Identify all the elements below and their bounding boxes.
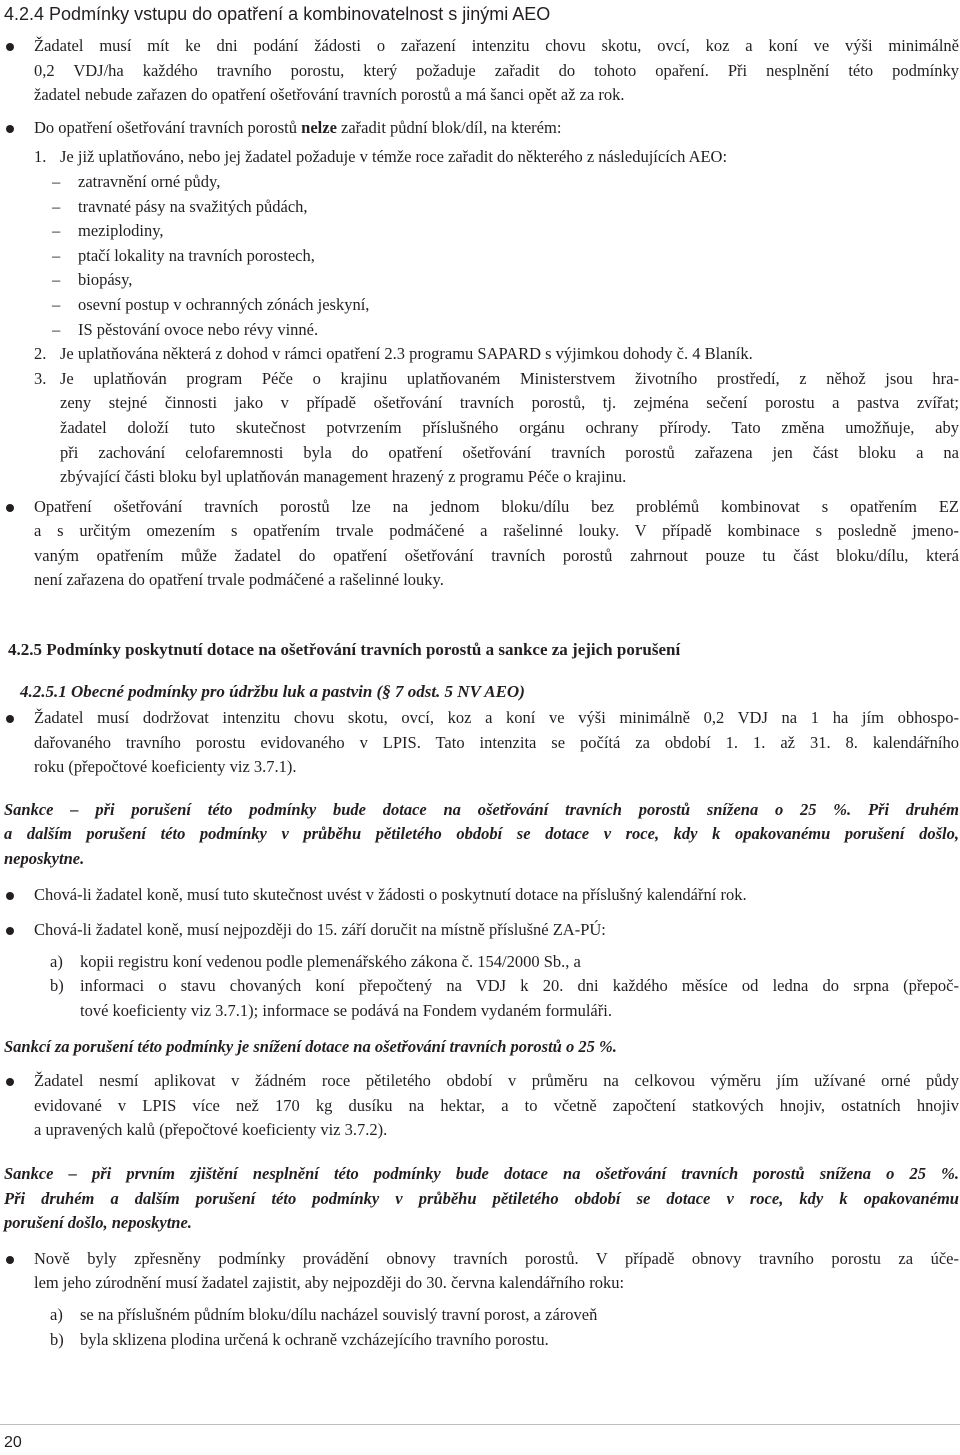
section-title: 4.2.4 Podmínky vstupu do opatření a kombinovatelnost s jinými AEO: [4, 4, 551, 24]
text-line: Je již uplatňováno, nebo jej žadatel požaduje v témže roce zařadit do některého z následujících AEO:: [60, 147, 728, 167]
footer-divider: [0, 1424, 960, 1425]
text-line: Je uplatňována některá z dohod v rámci opatření 2.3 programu SAPARD s výjimkou dohody č. 4 Blaník.: [60, 344, 753, 364]
page-number: 20: [4, 1434, 22, 1451]
bullet-item: [4, 1069, 959, 1143]
sanction-paragraph: [4, 1035, 959, 1060]
text-line: Žadatel musí dodržovat intenzitu chovu skotu, ovcí, koz a koní ve výši minimálně 0,2 VDJ na 1 ha jím obhospo-: [34, 708, 959, 728]
text-line: Při druhém a dalším porušení této podmínky v průběhu pětiletého období se dotace v roce, kdy k opakovanému: [4, 1188, 959, 1208]
list-item-text: osevní postup v ochranných zónách jeskyní,: [78, 294, 370, 314]
text-line: byla sklizena plodina určená k ochraně vzcházejícího travního porostu.: [80, 1329, 549, 1349]
dash-list-item: [4, 293, 959, 318]
numbered-item: [4, 342, 959, 367]
dash-list-item: [4, 170, 959, 195]
text-line: Chová-li žadatel koně, musí tuto skutečnost uvést v žádosti o poskytnutí dotace na příslušný kalendářní rok.: [34, 884, 747, 904]
numbered-item: [4, 367, 959, 490]
text-line: Sankce – při porušení této podmínky bude dotace na ošetřování travních porostů snížena o 25 %. Při druhém: [4, 799, 959, 819]
lettered-item: [4, 974, 959, 1023]
list-item-text: travnaté pásy na svažitých půdách,: [78, 196, 308, 216]
dash-marker: –: [52, 221, 61, 241]
text-line: [34, 116, 959, 141]
text-line: Sankcí za porušení této podmínky je snížení dotace na ošetřování travních porostů o 25 %.: [4, 1036, 617, 1056]
text-line: 0,2 VDJ/ha každého travního porostu, který požaduje zařadit do tohoto opaření. Při nesplnění této podmínky: [34, 60, 959, 80]
text-line: Chová-li žadatel koně, musí nejpozději do 15. září doručit na místně příslušné ZA-PÚ:: [34, 920, 606, 940]
text-line: Žadatel nesmí aplikovat v žádném roce pětiletého období v průměru na celkovou výměru jím užívané orné půdy: [34, 1071, 959, 1091]
list-item-text: ptačí lokality na travních porostech,: [78, 245, 315, 265]
text-line: vaným opatřením může žadatel do opatření ošetřování travních porostů zahrnout pouze tu část bloku/dílu, která: [34, 545, 959, 565]
text-line: evidované v LPIS více než 170 kg dusíku na hektar, a to včetně započtení statkových hnojiv, ostatních hnojiv: [34, 1095, 959, 1115]
bullet-item: [4, 918, 959, 943]
text-line: kopii registru koní vedenou podle plemenářského zákona č. 154/2000 Sb., a: [80, 951, 581, 971]
lettered-item: [4, 950, 959, 975]
text-line: Nově byly zpřesněny podmínky provádění obnovy travních porostů. V případě obnovy travního porostu za úče-: [34, 1248, 959, 1268]
sanction-paragraph: [4, 1162, 959, 1236]
text-line: roku (přepočtové koeficienty viz 3.7.1).: [34, 757, 297, 777]
dash-marker: –: [52, 171, 61, 191]
text-line: tové koeficienty viz 3.7.1); informace se podává na Fondem vydaném formuláři.: [80, 1001, 612, 1020]
text-line: Opatření ošetřování travních porostů lze na jednom bloku/dílu bez problémů kombinovat s opatřením EZ: [34, 496, 959, 516]
text-line: není zařazena do opatření trvale podmáčené a rašelinné louky.: [34, 570, 444, 590]
dash-marker: –: [52, 294, 61, 314]
dash-list-item: [4, 318, 959, 343]
text-line: neposkytne.: [4, 849, 85, 869]
lettered-item: [4, 1328, 959, 1353]
item-letter: b): [50, 976, 64, 996]
bullet-item: [4, 116, 959, 141]
dash-list-item: [4, 195, 959, 220]
bullet-item: [4, 706, 959, 780]
lettered-item: [4, 1303, 959, 1328]
sanction-paragraph: [4, 798, 959, 872]
text-line: a dalším porušení této podmínky v průběhu pětiletého období se dotace v roce, kdy k opakovanému porušení došlo,: [4, 824, 959, 844]
text-line: zbývající části bloku byl uplatňován management hrazený z programu Péče o krajinu.: [60, 467, 627, 487]
text-line: žadatel nebude zařazen do opatření ošetřování travních porostů a má šanci opět až za rok.: [34, 85, 625, 105]
text-line: při zachování celofaremnosti byla do opatření ošetřování travních porostů zařazena jen část bloku a na: [60, 442, 959, 462]
text-line: žadatel doloží tuto skutečnost potvrzením příslušného orgánu ochrany přírody. Tato změna umožňuje, aby: [60, 417, 959, 437]
bullet-item: [4, 34, 959, 108]
item-number: 2.: [34, 344, 47, 364]
dash-marker: –: [52, 245, 61, 265]
dash-marker: –: [52, 319, 61, 339]
list-item-text: IS pěstování ovoce nebo révy vinné.: [78, 319, 319, 339]
numbered-item: [4, 145, 959, 170]
text-line: Je uplatňován program Péče o krajinu uplatňovaném Ministerstvem životního prostředí, z něhož jsou hra-: [60, 368, 959, 388]
text-line: porušení došlo, neposkytne.: [4, 1213, 192, 1233]
document-body: [4, 4, 959, 1352]
list-item-text: biopásy,: [78, 270, 133, 290]
text-line: Žadatel musí mít ke dni podání žádosti o zařazení intenzitu chovu skotu, ovcí, koz a koní ve výši minimálně: [34, 36, 959, 55]
dash-list-item: [4, 244, 959, 269]
item-letter: a): [50, 1304, 63, 1324]
dash-marker: –: [52, 196, 61, 216]
section-heading: 4.2.5 Podmínky poskytnutí dotace na ošetřování travních porostů a sankce za jejich porušení: [8, 640, 681, 660]
text-run: zařadit půdní blok/díl, na kterém:: [336, 117, 562, 137]
text-run: Do opatření ošetřování travních porostů: [34, 117, 302, 137]
text-line: a upravených kalů (přepočtové koeficienty viz 3.7.2).: [34, 1120, 388, 1140]
dash-list-item: [4, 268, 959, 293]
text-line: zeny stejné činnosti jako v případě ošetřování travních porostů, tj. zejména sečení porostu a pastva zvířat;: [60, 393, 959, 413]
item-number: 3.: [34, 368, 47, 388]
item-letter: b): [50, 1329, 64, 1349]
dash-list-item: [4, 219, 959, 244]
bold-text: nelze: [301, 117, 337, 137]
list-item-text: meziplodiny,: [78, 221, 164, 241]
text-line: se na příslušném půdním bloku/dílu nacházel souvislý travní porost, a zároveň: [80, 1304, 598, 1324]
text-line: Sankce – při prvním zjištění nesplnění této podmínky bude dotace na ošetřování travních porostů snížena o 25 %.: [4, 1163, 959, 1183]
item-number: 1.: [34, 147, 47, 167]
bullet-item: [4, 883, 959, 908]
text-line: informaci o stavu chovaných koní přepočtený na VDJ k 20. dni každého měsíce od ledna do srpna (přepoč-: [80, 976, 959, 996]
subsection-heading: 4.2.5.1 Obecné podmínky pro údržbu luk a pastvin (§ 7 odst. 5 NV AEO): [20, 682, 525, 702]
dash-marker: –: [52, 270, 61, 290]
text-line: lem jeho zúrodnění musí žadatel zajistit, aby nejpozději do 30. června kalendářního roku:: [34, 1273, 625, 1293]
item-letter: a): [50, 951, 63, 971]
text-line: dařovaného travního porostu evidovaného v LPIS. Tato intenzita se počítá za období 1. 1. až 31. 8. kalendářního: [34, 732, 959, 752]
text-line: a s určitým omezením s opatřením trvale podmáčené a rašelinné louky. V případě kombinace s posledně jmeno-: [34, 521, 959, 541]
list-item-text: zatravnění orné půdy,: [78, 171, 221, 191]
bullet-item: [4, 495, 959, 593]
bullet-item: [4, 1247, 959, 1296]
